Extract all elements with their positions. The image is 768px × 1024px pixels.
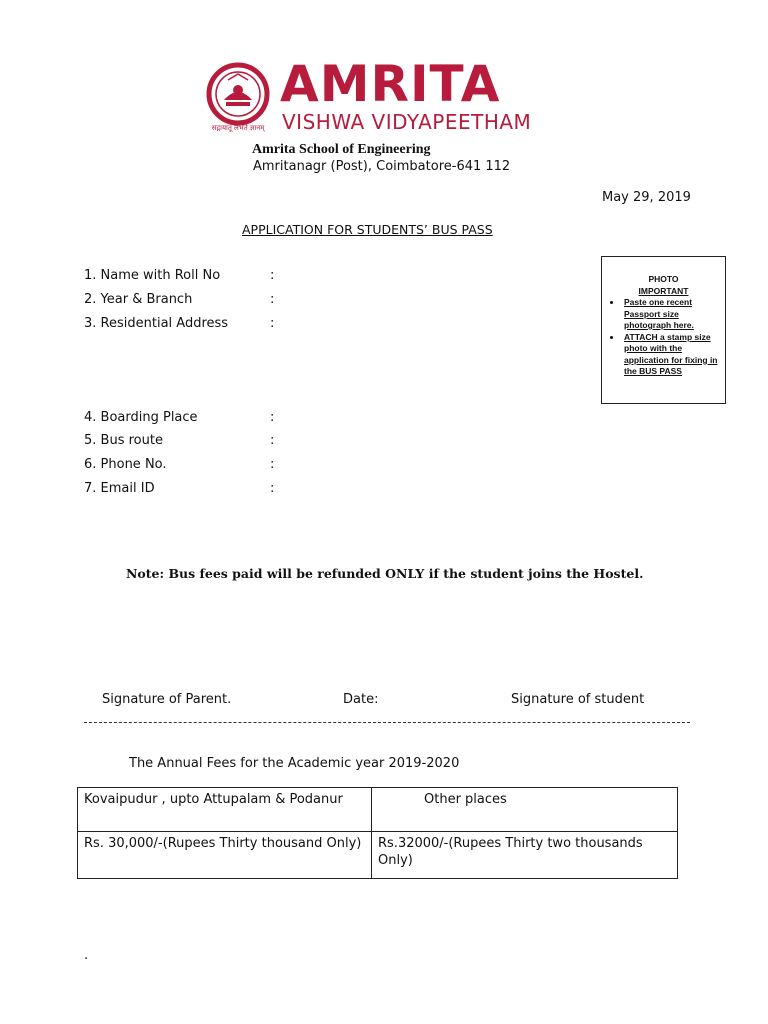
school-name: Amrita School of Engineering — [252, 142, 431, 157]
footer-mark: . — [84, 948, 89, 963]
document-date: May 29, 2019 — [602, 190, 691, 205]
field-residential-address[interactable] — [84, 316, 275, 331]
form-title: APPLICATION FOR STUDENTS’ BUS PASS — [242, 222, 493, 237]
field-colon: : — [270, 268, 275, 283]
field-phone[interactable] — [84, 457, 275, 472]
field-label: 4. Boarding Place — [84, 410, 198, 425]
photo-instruction-item: • ATTACH a stamp size photo with the application for fixing in the BUS PASS — [622, 332, 725, 378]
field-boarding-place[interactable] — [84, 410, 275, 425]
signature-parent: Signature of Parent. — [102, 692, 232, 707]
fees-value-kovaipudur: Rs. 30,000/-(Rupees Thirty thousand Only) — [78, 832, 372, 879]
field-colon: : — [270, 410, 275, 425]
university-seal-icon — [202, 62, 274, 126]
photo-instructions — [602, 297, 725, 378]
field-colon: : — [270, 292, 275, 307]
fees-value-other: Rs.32000/-(Rupees Thirty two thousands Only) — [372, 832, 678, 879]
fees-table — [77, 787, 678, 879]
logo-motto: सद्गायातूं लभते ज्ञानम् — [211, 124, 265, 132]
photo-important: IMPORTANT — [638, 285, 689, 296]
refund-note: Note: Bus fees paid will be refunded ONLY if the student joins the Hostel. — [126, 566, 644, 581]
field-label: 3. Residential Address — [84, 316, 229, 331]
logo-subtitle: VISHWA VIDYAPEETHAM — [282, 110, 532, 134]
field-bus-route[interactable] — [84, 433, 275, 448]
photo-instruction-item: • Paste one recent Passport size photograph here. — [622, 297, 725, 332]
table-row — [78, 832, 678, 879]
field-colon: : — [270, 457, 275, 472]
table-row — [78, 788, 678, 832]
fees-header-kovaipudur: Kovaipudur , upto Attupalam & Podanur — [78, 788, 372, 832]
field-label: 2. Year & Branch — [84, 292, 193, 307]
field-label: 7. Email ID — [84, 481, 155, 496]
photo-title: PHOTO — [648, 274, 679, 284]
amrita-logo — [198, 55, 590, 140]
signature-date: Date: — [343, 692, 379, 707]
field-year-branch[interactable] — [84, 292, 275, 307]
school-address: Amritanagr (Post), Coimbatore-641 112 — [253, 159, 511, 174]
field-label: 6. Phone No. — [84, 457, 167, 472]
signature-student: Signature of student — [511, 692, 645, 707]
field-name-roll[interactable] — [84, 268, 275, 283]
field-label: 1. Name with Roll No — [84, 268, 221, 283]
dashed-divider — [84, 722, 690, 723]
fees-title: The Annual Fees for the Academic year 2019-2020 — [129, 756, 460, 771]
field-email[interactable] — [84, 481, 275, 496]
field-colon: : — [270, 433, 275, 448]
logo-brand-text: AMRITA — [280, 55, 501, 113]
field-label: 5. Bus route — [84, 433, 163, 448]
field-colon: : — [270, 316, 275, 331]
photo-box[interactable] — [601, 256, 726, 404]
field-colon: : — [270, 481, 275, 496]
fees-header-other: Other places — [372, 788, 678, 832]
